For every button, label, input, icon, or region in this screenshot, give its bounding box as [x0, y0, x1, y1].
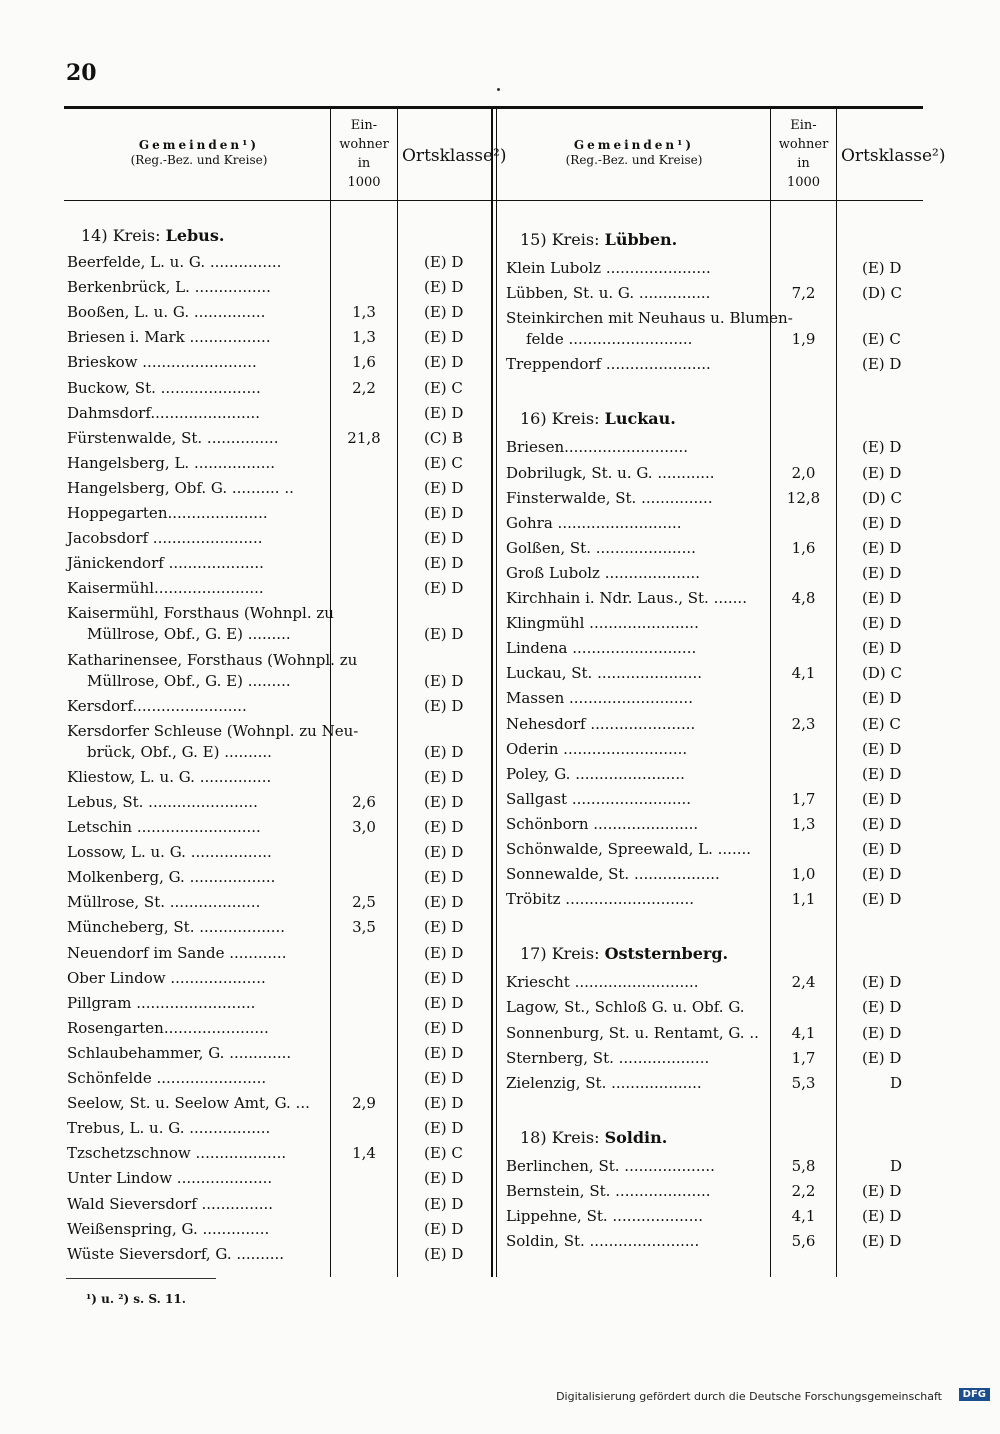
gemeinde-name: Klingmühl .......................	[506, 614, 699, 633]
ortsklasse-value: (D) C	[862, 284, 902, 303]
ortsklasse-value: (E) D	[424, 278, 464, 297]
einwohner-value: 1,4	[352, 1144, 376, 1163]
ortsklasse-value: (E) D	[862, 865, 902, 884]
table-row	[67, 721, 494, 763]
einwohner-value: 1,7	[791, 1048, 816, 1067]
einwohner-value: 1,1	[791, 890, 816, 909]
header-rule	[64, 200, 923, 201]
header-gemeinden-right	[500, 138, 768, 168]
kreis-heading	[81, 226, 224, 245]
kreis-number: 18) Kreis:	[520, 1127, 605, 1147]
table-row	[506, 889, 932, 910]
gemeinde-name: Soldin, St. .......................	[506, 1232, 700, 1251]
table-row	[67, 1043, 494, 1064]
gemeinde-name: Weißenspring, G. ..............	[67, 1219, 270, 1238]
einwohner-value: 1,0	[791, 865, 816, 884]
gemeinde-name: Luckau, St. ......................	[506, 664, 702, 683]
gemeinde-name-continued: felde ..........................	[526, 330, 693, 349]
gemeinde-name: Jänickendorf ....................	[67, 554, 264, 573]
einwohner-value: 2,3	[791, 714, 816, 733]
header-ew-line: in	[797, 156, 810, 171]
einwohner-value: 2,5	[352, 893, 376, 912]
gemeinde-name: Fürstenwalde, St. ...............	[67, 428, 279, 447]
table-row	[506, 1023, 932, 1044]
gemeinde-name: Tzschetzschnow ...................	[67, 1144, 287, 1163]
gemeinde-name: Trebus, L. u. G. .................	[67, 1119, 271, 1138]
header-ew-line: in	[357, 156, 371, 171]
table-row	[67, 1018, 494, 1039]
kreis-name: Soldin.	[604, 1127, 668, 1147]
table-row	[506, 1231, 932, 1252]
table-row	[67, 453, 494, 474]
einwohner-value: 2,4	[791, 973, 816, 992]
table-row	[506, 308, 932, 350]
ortsklasse-value: (E) D	[424, 968, 464, 987]
table-row	[506, 1156, 932, 1177]
gemeinde-name: Lossow, L. u. G. .................	[67, 843, 272, 862]
kreis-heading	[520, 409, 676, 428]
ortsklasse-value: (E) D	[862, 1023, 902, 1042]
gemeinde-name: Neuendorf im Sande ............	[67, 943, 287, 962]
gemeinde-name: Molkenberg, G. ..................	[67, 868, 276, 887]
ortsklasse-value: (E) D	[862, 259, 902, 277]
table-row	[67, 1118, 494, 1139]
einwohner-value: 3,0	[352, 818, 376, 836]
table-row	[67, 968, 494, 989]
gemeinde-name: Massen ..........................	[506, 689, 693, 708]
gemeinde-name: Brieskow ........................	[67, 353, 257, 372]
ortsklasse-value: (E) D	[424, 625, 464, 644]
gemeinde-name: Wüste Sieversdorf, G. ..........	[67, 1244, 285, 1263]
ortsklasse-value: (E) D	[424, 742, 464, 761]
header-ew-line: Ein-	[790, 118, 817, 133]
einwohner-value: 12,8	[786, 488, 821, 507]
table-row	[506, 354, 932, 375]
ortsklasse-value: (E) D	[862, 463, 902, 482]
gemeinde-name: Jacobsdorf .......................	[67, 529, 263, 548]
gemeinde-name: Sternberg, St. ...................	[506, 1048, 710, 1067]
gemeinde-name: Kirchhain i. Ndr. Laus., St. .......	[506, 589, 747, 607]
ortsklasse-value: (E) D	[424, 868, 464, 887]
gemeinde-name: Lindena ..........................	[506, 639, 697, 658]
gemeinde-name: Oderin ..........................	[506, 739, 688, 758]
ortsklasse-value: (E) D	[424, 303, 464, 322]
gemeinde-name: Schönborn ......................	[506, 814, 699, 833]
ortsklasse-value: (E) D	[862, 789, 902, 808]
ortsklasse-value: (E) D	[424, 1194, 464, 1213]
table-row	[67, 867, 494, 888]
ortsklasse-value: (D) C	[862, 488, 902, 507]
header-ortsklasse-right: Ortsklasse²)	[841, 146, 946, 166]
header-ew-line: Ein-	[350, 118, 378, 133]
einwohner-value: 1,3	[352, 328, 376, 347]
ortsklasse-value: (E) D	[862, 689, 902, 708]
table-row	[67, 378, 494, 399]
einwohner-value: 4,1	[791, 664, 816, 683]
center-rule-b	[496, 109, 497, 1277]
table-row	[506, 764, 932, 785]
table-row	[67, 1093, 494, 1114]
einwohner-value: 4,1	[791, 1023, 816, 1042]
table-row	[67, 428, 494, 449]
table-row	[67, 917, 494, 938]
table-row	[506, 513, 932, 534]
digitization-credit: Digitalisierung gefördert durch die Deutsche Forschungsgemeinschaft	[556, 1390, 942, 1403]
table-row	[67, 792, 494, 813]
kreis-number: 15) Kreis:	[520, 230, 605, 249]
ortsklasse-value: (E) D	[424, 353, 464, 372]
ortsklasse-value: (E) D	[862, 814, 902, 833]
table-row	[67, 1219, 494, 1240]
table-row	[67, 1068, 494, 1089]
ortsklasse-value: (E) D	[862, 639, 902, 658]
gemeinde-name: Berkenbrück, L. ................	[67, 278, 271, 297]
ortsklasse-value: (E) D	[424, 1119, 464, 1138]
table-row	[506, 588, 932, 609]
ortsklasse-value: (E) D	[862, 538, 902, 557]
table-row	[506, 789, 932, 810]
gemeinde-name: Sonnewalde, St. ..................	[506, 865, 720, 884]
gemeinde-name-continued: Müllrose, Obf., G. E) .........	[87, 625, 291, 644]
einwohner-value: 2,0	[791, 463, 816, 482]
header-einwohner-left	[332, 116, 396, 192]
ortsklasse-value: (E) D	[424, 529, 464, 548]
ortsklasse-value: (E) D	[862, 513, 902, 532]
ortsklasse-value: (E) D	[862, 1048, 902, 1067]
header-ortsklasse-left: Ortsklasse²)	[402, 146, 507, 166]
ortsklasse-value: (E) D	[424, 993, 464, 1012]
table-row	[506, 1073, 932, 1094]
gemeinde-name: Müncheberg, St. ..................	[67, 918, 286, 937]
footnote-rule	[66, 1278, 216, 1279]
gemeinde-name: Tröbitz ...........................	[506, 890, 695, 909]
gemeinde-name: Lübben, St. u. G. ...............	[506, 284, 711, 303]
table-row	[506, 997, 932, 1018]
gemeinde-name: Wald Sieversdorf ...............	[67, 1194, 274, 1213]
ortsklasse-value: D	[890, 1156, 903, 1175]
gemeinde-name: Kaisermühl, Forsthaus (Wohnpl. zu	[67, 604, 334, 623]
kreis-number: 14) Kreis:	[81, 226, 166, 245]
ortsklasse-value: (E) D	[424, 696, 464, 715]
ortsklasse-value: (E) D	[424, 403, 464, 422]
kreis-heading	[520, 230, 677, 249]
gemeinde-name: Katharinensee, Forsthaus (Wohnpl. zu	[67, 650, 358, 669]
ortsklasse-value: (E) C	[424, 453, 463, 472]
ortsklasse-value: (E) D	[862, 563, 902, 582]
ortsklasse-value: (E) D	[862, 614, 902, 633]
ortsklasse-value: (E) D	[862, 973, 902, 992]
dfg-logo: DFG	[959, 1388, 990, 1401]
ortsklasse-value: (E) D	[862, 890, 902, 909]
table-row	[506, 1048, 932, 1069]
table-row	[506, 538, 932, 559]
gemeinde-name: Golßen, St. .....................	[506, 538, 696, 557]
gemeinde-name: Finsterwalde, St. ...............	[506, 488, 713, 507]
ortsklasse-value: (E) D	[862, 438, 902, 457]
table-row	[67, 1143, 494, 1164]
kreis-number: 17) Kreis:	[520, 944, 605, 964]
gemeinde-name: Hangelsberg, Obf. G. .......... ..	[67, 478, 294, 497]
table-row	[506, 688, 932, 709]
table-row	[67, 650, 494, 692]
kreis-name: Oststernberg.	[604, 944, 729, 964]
gemeinde-name: Lippehne, St. ...................	[506, 1207, 704, 1225]
table-row	[506, 1206, 932, 1227]
gemeinde-name: Rosengarten......................	[67, 1018, 269, 1037]
top-rule	[64, 106, 923, 109]
ortsklasse-value: (E) D	[424, 818, 464, 836]
speck	[497, 88, 500, 91]
gemeinde-name: Sonnenburg, St. u. Rentamt, G. ..	[506, 1023, 759, 1042]
page-number: 20	[66, 60, 97, 86]
table-row	[67, 478, 494, 499]
gemeinde-name: Poley, G. .......................	[506, 764, 685, 783]
table-row	[67, 696, 494, 717]
table-row	[506, 739, 932, 760]
gemeinde-name: Pillgram .........................	[67, 993, 256, 1012]
table-row	[506, 488, 932, 509]
table-row	[67, 817, 494, 838]
kreis-heading	[520, 1128, 667, 1147]
table-row	[506, 864, 932, 885]
gemeinde-name: Dahmsdorf.......................	[67, 403, 261, 422]
table-row	[506, 437, 932, 458]
table-row	[506, 839, 932, 860]
gemeinde-name: Lagow, St., Schloß G. u. Obf. G.	[506, 998, 745, 1017]
gemeinde-name-continued: brück, Obf., G. E) ..........	[87, 742, 272, 761]
ortsklasse-value: (E) D	[424, 767, 464, 786]
ortsklasse-value: (E) D	[424, 671, 464, 690]
ortsklasse-value: (E) D	[862, 589, 902, 607]
gemeinde-name: Kaisermühl.......................	[67, 579, 264, 598]
ortsklasse-value: (E) C	[862, 714, 901, 733]
ortsklasse-value: (E) D	[424, 1069, 464, 1087]
ortsklasse-value: (E) D	[862, 998, 902, 1017]
table-row	[67, 842, 494, 863]
ortsklasse-value: (E) D	[424, 1244, 464, 1263]
gemeinde-name: Sallgast .........................	[506, 789, 692, 808]
ortsklasse-value: (E) C	[424, 1144, 463, 1163]
gemeinde-name: Schönwalde, Spreewald, L. .......	[506, 840, 752, 858]
einwohner-value: 7,2	[791, 284, 816, 303]
table-row	[506, 613, 932, 634]
table-row	[67, 767, 494, 788]
ortsklasse-value: (E) D	[862, 739, 902, 758]
header-ew-line: wohner	[339, 137, 389, 152]
gemeinde-name: Kersdorfer Schleuse (Wohnpl. zu Neu-	[67, 721, 359, 740]
einwohner-value: 5,3	[791, 1073, 816, 1092]
ortsklasse-value: (E) D	[424, 504, 464, 522]
table-row	[67, 352, 494, 373]
ortsklasse-value: (E) D	[424, 1094, 464, 1113]
header-gemeinden-label: Gemeinden¹)	[573, 138, 695, 152]
ortsklasse-value: (E) D	[862, 1207, 902, 1225]
ortsklasse-value: (E) D	[424, 579, 464, 598]
kreis-name: Lübben.	[604, 230, 678, 249]
gemeinde-name: Briesen i. Mark .................	[67, 328, 271, 347]
einwohner-value: 4,8	[791, 589, 816, 607]
einwohner-value: 1,6	[791, 538, 816, 557]
table-row	[506, 714, 932, 735]
einwohner-value: 21,8	[347, 428, 381, 447]
ortsklasse-value: (E) D	[424, 1018, 464, 1037]
einwohner-value: 2,2	[352, 378, 376, 397]
table-row	[67, 277, 494, 298]
einwohner-value: 1,9	[791, 330, 816, 349]
header-regbez-label: (Reg.-Bez. und Kreise)	[565, 153, 703, 167]
ortsklasse-value: (E) D	[424, 843, 464, 862]
gemeinde-name: Müllrose, St. ...................	[67, 893, 261, 912]
einwohner-value: 2,6	[352, 792, 376, 811]
ortsklasse-value: (E) D	[862, 764, 902, 783]
table-row	[67, 403, 494, 424]
header-regbez-label: (Reg.-Bez. und Kreise)	[130, 153, 268, 167]
table-row	[67, 528, 494, 549]
gemeinde-name: Treppendorf ......................	[506, 355, 711, 374]
ortsklasse-value: (E) D	[862, 840, 902, 858]
gemeinde-name-continued: Müllrose, Obf., G. E) .........	[87, 671, 291, 690]
einwohner-value: 3,5	[352, 918, 376, 937]
einwohner-value: 1,6	[352, 353, 376, 372]
gemeinde-name: Berlinchen, St. ...................	[506, 1156, 715, 1175]
gemeinde-name: Klein Lubolz ......................	[506, 259, 711, 277]
ortsklasse-value: (E) D	[424, 792, 464, 811]
gemeinde-name: Nehesdorf ......................	[506, 714, 696, 733]
table-row	[67, 1244, 494, 1265]
kreis-number: 16) Kreis:	[520, 409, 605, 429]
gemeinde-name: Briesen..........................	[506, 438, 689, 457]
table-row	[67, 252, 494, 273]
ortsklasse-value: (E) D	[862, 1181, 902, 1200]
table-row	[67, 892, 494, 913]
ortsklasse-value: (E) D	[424, 893, 464, 912]
ortsklasse-value: (E) D	[862, 355, 902, 374]
header-ew-line: wohner	[778, 137, 829, 152]
gemeinde-name: Steinkirchen mit Neuhaus u. Blumen-	[506, 309, 793, 328]
ortsklasse-value: (E) D	[424, 943, 464, 962]
table-row	[67, 327, 494, 348]
ortsklasse-value: (E) D	[424, 918, 464, 937]
ortsklasse-value: (E) D	[424, 1169, 464, 1188]
einwohner-value: 1,7	[791, 789, 816, 808]
ortsklasse-value: (E) D	[862, 1232, 902, 1251]
ortsklasse-value: (E) D	[424, 253, 464, 271]
table-row	[506, 258, 932, 279]
table-row	[67, 1168, 494, 1189]
table-row	[67, 578, 494, 599]
table-row	[506, 638, 932, 659]
table-row	[506, 563, 932, 584]
einwohner-value: 2,2	[791, 1181, 816, 1200]
header-ew-line: 1000	[786, 175, 821, 190]
table-row	[506, 1181, 932, 1202]
table-row	[67, 1194, 494, 1215]
gemeinde-name: Hangelsberg, L. .................	[67, 453, 276, 472]
gemeinde-name: Seelow, St. u. Seelow Amt, G. ...	[67, 1094, 310, 1113]
table-row	[67, 603, 494, 645]
gemeinde-name: Beerfelde, L. u. G. ...............	[67, 253, 282, 271]
einwohner-value: 1,3	[791, 814, 816, 833]
table-row	[506, 463, 932, 484]
einwohner-value: 5,8	[791, 1156, 816, 1175]
gemeinde-name: Unter Lindow ....................	[67, 1169, 273, 1188]
footnote: ¹) u. ²) s. S. 11.	[86, 1292, 186, 1306]
gemeinde-name: Dobrilugk, St. u. G. ............	[506, 463, 715, 482]
ortsklasse-value: (E) C	[424, 378, 463, 397]
kreis-name: Luckau.	[604, 409, 676, 429]
ortsklasse-value: (E) D	[424, 478, 464, 497]
gemeinde-name: Gohra ..........................	[506, 513, 682, 532]
ortsklasse-value: (E) C	[862, 330, 901, 349]
einwohner-value: 4,1	[791, 1207, 816, 1225]
table-row	[506, 972, 932, 993]
gemeinde-name: Bernstein, St. ....................	[506, 1181, 711, 1200]
ortsklasse-value: (E) D	[424, 554, 464, 573]
table-row	[67, 503, 494, 524]
kreis-heading	[520, 944, 728, 963]
einwohner-value: 5,6	[791, 1232, 816, 1251]
gemeinde-name: Booßen, L. u. G. ...............	[67, 303, 266, 322]
table-row	[506, 283, 932, 304]
header-gemeinden-label: Gemeinden¹)	[138, 138, 260, 152]
gemeinde-name: Letschin ..........................	[67, 818, 261, 836]
header-ew-line: 1000	[347, 175, 381, 190]
gemeinde-name: Groß Lubolz ....................	[506, 563, 701, 582]
gemeinde-name: Zielenzig, St. ...................	[506, 1073, 702, 1092]
gemeinde-name: Kliestow, L. u. G. ...............	[67, 767, 272, 786]
einwohner-value: 2,9	[352, 1094, 376, 1113]
gemeinde-name: Schlaubehammer, G. .............	[67, 1043, 292, 1062]
ortsklasse-value: (E) D	[424, 328, 464, 347]
header-einwohner-right	[772, 116, 835, 192]
table-row	[67, 553, 494, 574]
table-row	[506, 814, 932, 835]
ortsklasse-value: (C) B	[424, 428, 463, 447]
gemeinde-name: Lebus, St. .......................	[67, 792, 258, 811]
gemeinde-name: Kersdorf........................	[67, 696, 247, 715]
gemeinde-name: Ober Lindow ....................	[67, 968, 266, 987]
table-row	[506, 663, 932, 684]
header-gemeinden-left	[70, 138, 328, 168]
gemeinde-name: Buckow, St. .....................	[67, 378, 261, 397]
ortsklasse-value: (D) C	[862, 664, 902, 683]
table-row	[67, 993, 494, 1014]
einwohner-value: 1,3	[352, 303, 376, 322]
kreis-name: Lebus.	[165, 226, 225, 245]
ortsklasse-value: D	[890, 1073, 903, 1092]
table-row	[67, 943, 494, 964]
gemeinde-name: Hoppegarten.....................	[67, 504, 268, 522]
ortsklasse-value: (E) D	[424, 1219, 464, 1238]
ortsklasse-value: (E) D	[424, 1043, 464, 1062]
gemeinde-name: Kriescht ..........................	[506, 973, 699, 992]
table-row	[67, 302, 494, 323]
gemeinde-name: Schönfelde .......................	[67, 1069, 267, 1087]
